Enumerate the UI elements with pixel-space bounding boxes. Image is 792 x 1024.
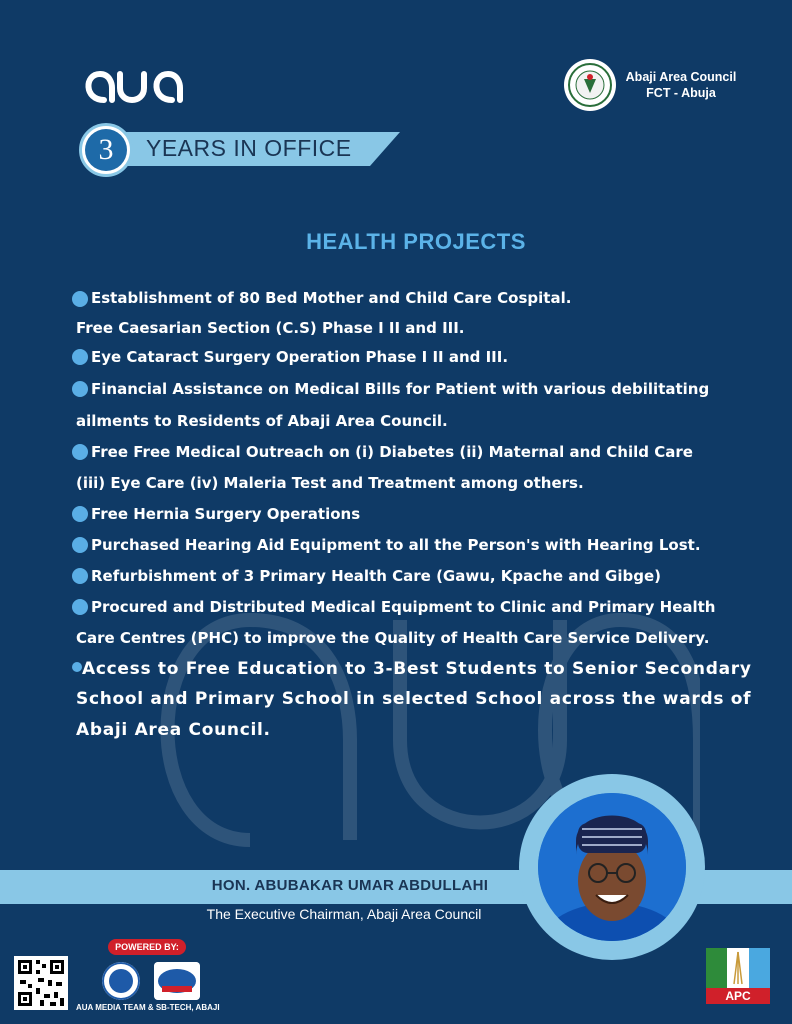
list-item-line: Financial Assistance on Medical Bills for Patient with various debilitating xyxy=(91,380,710,398)
party-name: APC xyxy=(725,989,751,1003)
list-item-line: Care Centres (PHC) to improve the Quality of Health Care Service Delivery. xyxy=(76,629,710,647)
qr-code xyxy=(14,956,68,1010)
aua-media-logo xyxy=(102,962,140,1000)
years-label: YEARS IN OFFICE xyxy=(146,135,352,161)
bullet-icon xyxy=(72,568,88,584)
list-item-line: Free Caesarian Section (C.S) Phase I II and III. xyxy=(76,319,465,337)
list-item-line: Refurbishment of 3 Primary Health Care (Gawu, Kpache and Gibge) xyxy=(91,567,661,585)
sb-tech-logo xyxy=(154,962,200,1000)
bullet-icon xyxy=(72,506,88,522)
chairman-title: The Executive Chairman, Abaji Area Council xyxy=(206,906,482,922)
years-number: 3 xyxy=(85,129,127,171)
council-name: Abaji Area Council xyxy=(625,70,737,84)
list-item-line: Procured and Distributed Medical Equipment to Clinic and Primary Health xyxy=(91,598,716,616)
list-item-line: Abaji Area Council. xyxy=(76,720,271,740)
footer-credit: AUA MEDIA TEAM & SB-TECH, ABAJI xyxy=(76,1003,220,1012)
list-item-line: Free Free Medical Outreach on (i) Diabetes (ii) Maternal and Child Care xyxy=(91,443,693,461)
list-item-line: (iii) Eye Care (iv) Maleria Test and Treatment among others. xyxy=(76,474,584,492)
council-city: FCT - Abuja xyxy=(646,86,716,100)
bullet-icon xyxy=(72,381,88,397)
bullet-icon xyxy=(72,537,88,553)
list-item-line: Free Hernia Surgery Operations xyxy=(91,505,361,523)
bullet-icon xyxy=(72,291,88,307)
aua-logo xyxy=(76,66,186,106)
list-item-line: Eye Cataract Surgery Operation Phase I II and III. xyxy=(91,348,509,366)
apc-party-logo xyxy=(706,948,770,1004)
bullet-icon xyxy=(72,662,82,672)
powered-by-badge: POWERED BY: xyxy=(108,939,186,955)
chairman-name: HON. ABUBAKAR UMAR ABDULLAHI xyxy=(211,877,489,894)
page-title: HEALTH PROJECTS xyxy=(306,229,526,254)
list-item-line: ailments to Residents of Abaji Area Council. xyxy=(76,412,448,430)
list-item-line: School and Primary School in selected School across the wards of xyxy=(76,689,752,709)
bullet-icon xyxy=(72,599,88,615)
list-item-line: Establishment of 80 Bed Mother and Child Care Cospital. xyxy=(91,289,572,307)
list-item-line: Purchased Hearing Aid Equipment to all the Person's with Hearing Lost. xyxy=(91,536,701,554)
chairman-portrait xyxy=(538,793,686,941)
bullet-icon xyxy=(72,444,88,460)
council-seal-icon xyxy=(564,59,616,111)
bullet-icon xyxy=(72,349,88,365)
list-item-line: Access to Free Education to 3-Best Students to Senior Secondary xyxy=(82,659,752,679)
